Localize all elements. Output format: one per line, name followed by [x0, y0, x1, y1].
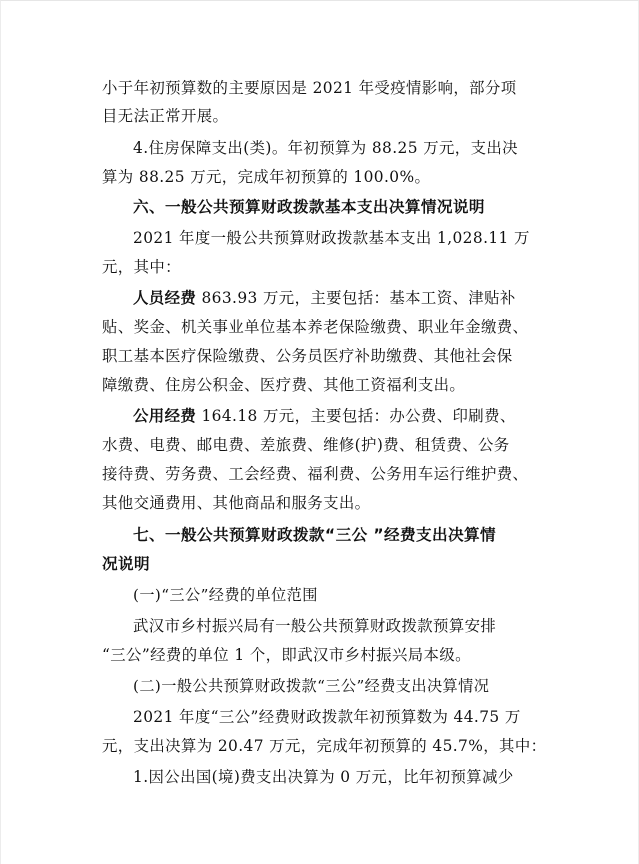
section-heading-6: 六、一般公共预算财政拨款基本支出决算情况说明: [133, 198, 485, 216]
public-expense-line: [133, 405, 516, 427]
paragraph-line: 元，其中：: [102, 258, 181, 276]
paragraph-line: “三公”经费的单位 1 个，即武汉市乡村振兴局本级。: [102, 646, 471, 664]
paragraph-text: 863.93 万元，主要包括：基本工资、津贴补: [196, 289, 516, 307]
paragraph-line: 算为 88.25 万元，完成年初预算的 100.0%。: [102, 168, 431, 186]
paragraph-line: 水费、电费、邮电费、差旅费、维修(护)费、租赁费、公务: [102, 436, 510, 454]
keyword-public-expense: 公用经费: [133, 407, 197, 425]
paragraph-line: 2021 年度“三公”经费财政拨款年初预算数为 44.75 万: [133, 708, 521, 726]
paragraph-text: 164.18 万元，主要包括：办公费、印刷费、: [196, 407, 516, 425]
personnel-expense-line: [133, 287, 516, 309]
paragraph-line: 目无法正常开展。: [102, 107, 229, 125]
section-heading-7-cont: 况说明: [102, 555, 150, 573]
paragraph-line: 元，支出决算为 20.47 万元，完成年初预算的 45.7%，其中：: [102, 737, 547, 755]
paragraph-line: 接待费、劳务费、工会经费、福利费、公务用车运行维护费、: [102, 465, 529, 483]
section-heading-7: 七、一般公共预算财政拨款“三公 ”经费支出决算情: [133, 526, 496, 544]
paragraph-line: 其他交通费用、其他商品和服务支出。: [102, 494, 371, 512]
paragraph-line: 4.住房保障支出(类)。年初预算为 88.25 万元，支出决: [133, 139, 518, 157]
paragraph-line: 小于年初预算数的主要原因是 2021 年受疫情影响，部分项: [102, 79, 517, 97]
subsection-heading-1: (一)“三公”经费的单位范围: [133, 586, 318, 604]
paragraph-line: 1.因公出国(境)费支出决算为 0 万元，比年初预算减少: [133, 768, 514, 786]
paragraph-line: 武汉市乡村振兴局有一般公共预算财政拨款预算安排: [133, 617, 497, 635]
subsection-heading-2: (二)一般公共预算财政拨款“三公”经费支出决算情况: [133, 677, 490, 695]
paragraph-line: 障缴费、住房公积金、医疗费、其他工资福利支出。: [102, 376, 466, 394]
paragraph-line: 贴、奖金、机关事业单位基本养老保险缴费、职业年金缴费、: [102, 318, 529, 336]
paragraph-line: 2021 年度一般公共预算财政拨款基本支出 1,028.11 万: [133, 229, 530, 247]
paragraph-line: 职工基本医疗保险缴费、公务员医疗补助缴费、其他社会保: [102, 347, 513, 365]
keyword-personnel-expense: 人员经费: [133, 289, 197, 307]
